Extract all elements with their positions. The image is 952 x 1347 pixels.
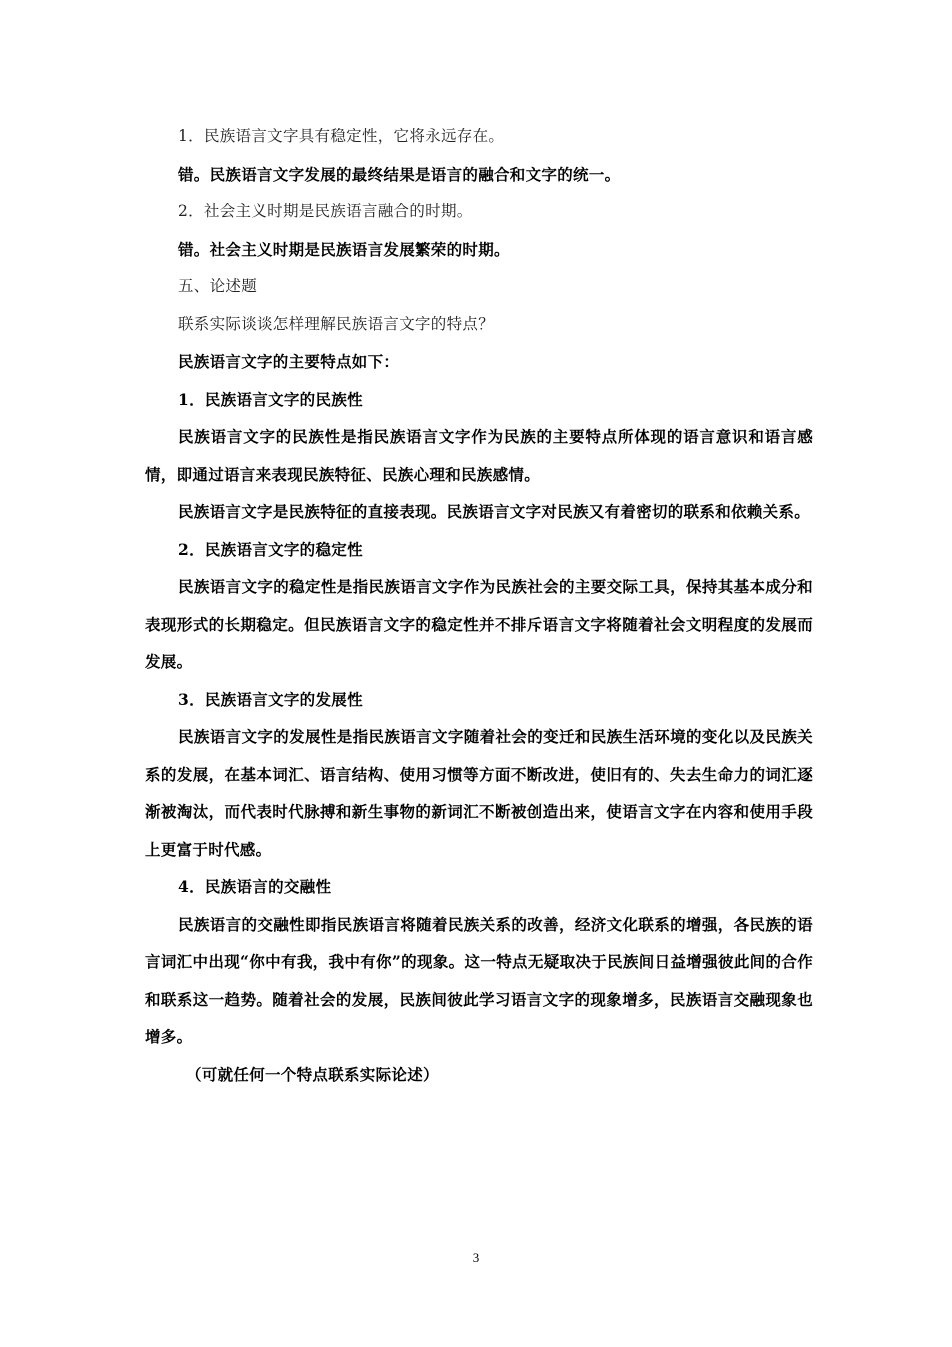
section-heading-essay: 五、论述题 — [178, 277, 258, 295]
feature-1-para-1: 民族语言文字的民族性是指民族语言文字作为民族的主要特点所体现的语言意识和语言感情，即通过语言来表现民族特征、民族心理和民族感情。 — [145, 427, 813, 484]
feature-4-heading: 4．民族语言的交融性 — [178, 877, 332, 896]
feature-3-heading: 3．民族语言文字的发展性 — [178, 689, 363, 709]
answer-1: 错。民族语言文字发展的最终结果是语言的融合和文字的统一。 — [178, 164, 621, 184]
essay-question: 联系实际谈谈怎样理解民族语言文字的特点？ — [178, 314, 495, 333]
feature-2-heading: 2．民族语言文字的稳定性 — [178, 539, 363, 559]
question-1: 1．民族语言文字具有稳定性，它将永远存在。 — [178, 127, 505, 145]
feature-2-para: 民族语言文字的稳定性是指民族语言文字作为民族社会的主要交际工具，保持其基本成分和表现形式的长期稳定。但民族语言文字的稳定性并不排斥语言文字将随着社会文明程度的发展而发展。 — [145, 577, 813, 671]
feature-1-para-2: 民族语言文字是民族特征的直接表现。民族语言文字对民族又有着密切的联系和依赖关系。 — [178, 502, 811, 521]
feature-3-para: 民族语言文字的发展性是指民族语言文字随着社会的变迁和民族生活环境的变化以及民族关系的发展，在基本词汇、语言结构、使用习惯等方面不断改进，使旧有的、失去生命力的词汇逐渐被淘汰，而代表时代脉搏和新生事物的新词汇不断被创造出来，使语言文字在内容和使用手段上更富于时代感。 — [145, 727, 813, 859]
page-number: 3 — [472, 1250, 480, 1265]
answer-2: 错。社会主义时期是民族语言发展繁荣的时期。 — [178, 239, 510, 259]
document-body — [145, 118, 813, 1093]
closing-note: （可就任何一个特点联系实际论述） — [186, 1064, 439, 1084]
question-2: 2．社会主义时期是民族语言融合的时期。 — [178, 202, 473, 220]
feature-4-para: 民族语言的交融性即指民族语言将随着民族关系的改善，经济文化联系的增强，各民族的语言词汇中出现“你中有我，我中有你”的现象。这一特点无疑取决于民族间日益增强彼此间的合作和联系这一趋势。随着社会的发展，民族间彼此学习语言文字的现象增多，民族语言交融现象也增多。 — [145, 914, 813, 1046]
essay-answer-intro: 民族语言文字的主要特点如下： — [178, 352, 400, 371]
feature-1-heading: 1．民族语言文字的民族性 — [178, 389, 363, 409]
